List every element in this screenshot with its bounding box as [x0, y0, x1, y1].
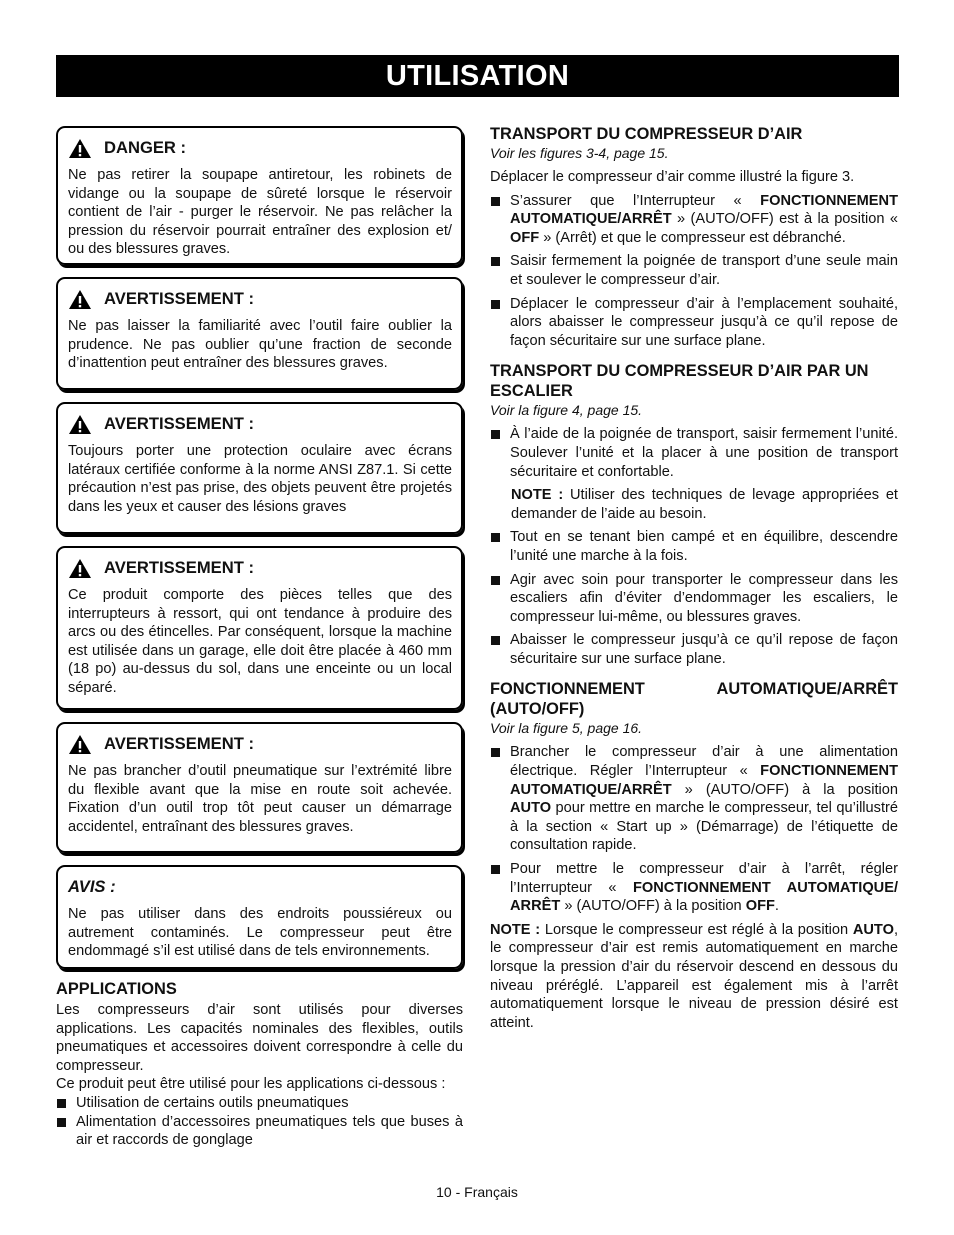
bullet-list	[490, 192, 898, 351]
box-text: Toujours porter une protection oculaire avec écrans latéraux certifiée conforme à la norme ANSI Z87.1. Si cette précaution n’est pas prise, des objets peuvent être projetés dans les yeux et causer des lésions graves	[68, 443, 452, 515]
transport-section	[490, 124, 898, 350]
warning-box-sparks	[56, 546, 463, 710]
figure-reference: Voir les figures 3-4, page 15.	[490, 145, 669, 161]
auto-off-section	[490, 679, 898, 1032]
box-title-text: AVERTISSEMENT :	[104, 413, 254, 433]
section-heading: TRANSPORT DU COMPRESSEUR D’AIR	[490, 125, 803, 143]
bullet-list	[56, 1094, 463, 1150]
bold-text: OFF	[745, 898, 775, 915]
bullet-list	[490, 528, 898, 668]
bullet-list	[490, 425, 898, 481]
right-column	[490, 124, 898, 1032]
figure-reference: Voir la figure 5, page 16.	[490, 720, 643, 737]
note	[490, 486, 898, 523]
paragraph: Les compresseurs d’air sont utilisés pour diverses applications. Les capacités nominales des flexibles, outils pneumatiques et accessoires doivent correspondre à celle du compresseur.	[56, 1002, 463, 1074]
text: Lorsque le compresseur est réglé à la position	[544, 921, 853, 938]
page-footer: 10 - Français	[436, 1184, 518, 1200]
bullet-list	[490, 743, 898, 915]
notice-box	[56, 865, 463, 969]
list-item	[490, 743, 898, 855]
list-item	[490, 192, 898, 248]
note-text: Utiliser des techniques de levage appropriées et demander de l’aide au besoin.	[511, 487, 898, 522]
warning-triangle-icon	[68, 289, 92, 310]
section-heading: TRANSPORT DU COMPRESSEUR D’AIR PAR UN ESCALIER	[490, 362, 869, 401]
text: » (AUTO/OFF) à la position	[671, 781, 898, 798]
box-text: Ne pas retirer la soupape antiretour, les robinets de vidange ou la soupape de sûreté lorsque le réservoir contient de l’air - purger le réservoir. Ne pas relâcher la pression du réservoir pourrait entraîner des explosion et/ ou des blessures graves.	[68, 167, 452, 258]
box-title-text: AVIS :	[68, 876, 116, 896]
box-title	[68, 557, 452, 579]
text: , le compresseur d’air est remis automatiquement en marche lorsque la pression d’air du réservoir descend en dessous du niveau préréglé. L’appareil est également mis à l’arrêt automatiquement lorsque le niveau de pression désiré est atteint.	[490, 921, 898, 1031]
warning-triangle-icon	[68, 138, 92, 159]
text: Brancher le compresseur d’air à une alimentation électrique. Régler l’Interrupteur «	[510, 744, 898, 780]
text: pour mettre en marche le compresseur, tel qu’illustré à la section « Start up » (Démarrage) de l’étiquette de consultation rapide.	[510, 800, 898, 854]
list-item: Alimentation d’accessoires pneumatiques tels que buses à air et raccords de gonglage	[56, 1113, 463, 1150]
danger-box	[56, 126, 463, 265]
section-heading: FONCTIONNEMENT AUTOMATIQUE/ARRÊT (AUTO/OFF)	[490, 680, 898, 719]
bold-text: FONCTIONNEMENT AUTOMATIQUE/ARRÊT	[510, 192, 898, 228]
warning-box-eye-protection	[56, 402, 463, 534]
text: » (AUTO/OFF) à la position	[560, 898, 746, 915]
box-title	[68, 288, 452, 310]
warning-box-pneumatic-tool	[56, 722, 463, 853]
bold-text: AUTO	[510, 800, 552, 817]
list-item: Abaisser le compresseur jusqu’à ce qu’il repose de façon sécuritaire sur une surface plane.	[490, 631, 898, 668]
box-title	[68, 137, 452, 159]
box-title-text: AVERTISSEMENT :	[104, 733, 254, 753]
list-item: À l’aide de la poignée de transport, saisir fermement l’unité. Soulever l’unité et la placer à une position de transport sécuritaire et confortable.	[490, 425, 898, 481]
list-item: Utilisation de certains outils pneumatiques	[56, 1094, 463, 1113]
list-item: Tout en se tenant bien campé et en équilibre, descendre l’unité une marche à la fois.	[490, 528, 898, 565]
box-title-text: AVERTISSEMENT :	[104, 557, 254, 577]
box-text: Ne pas laisser la familiarité avec l’outil faire oublier la prudence. Ne pas oublier qu’une fraction de seconde d’inattention peut entraîner des blessures graves.	[68, 318, 452, 372]
warning-box-familiarity	[56, 277, 463, 390]
list-item: Agir avec soin pour transporter le compresseur dans les escaliers afin d’éviter d’endommager les escaliers, le compresseur lui-même, ou blessures graves.	[490, 571, 898, 627]
bold-text: FONCTIONNEMENT AUTOMATIQUE/ARRÊT	[510, 763, 898, 798]
bold-text: FONCTIONNEMENT AUTOMATIQUE/ ARRÊT	[510, 879, 898, 915]
box-title	[68, 733, 452, 755]
box-title	[68, 876, 452, 898]
text: .	[774, 898, 779, 915]
list-item: Saisir fermement la poignée de transport d’une seule main et soulever le compresseur d’air.	[490, 252, 898, 289]
figure-reference: Voir la figure 4, page 15.	[490, 402, 643, 419]
paragraph: Ce produit peut être utilisé pour les applications ci-dessous :	[56, 1076, 446, 1093]
box-text: Ce produit comporte des pièces telles que des interrupteurs à ressort, qui ont tendance à produire des arcs ou des étincelles. Par conséquent, lorsque la machine est utilisée dans un garage, elle doit être placée à 460 mm (18 po) au-dessus du sol, dans une enceinte ou un local séparé.	[68, 587, 452, 696]
text: » (Arrêt) et que le compresseur est débranché.	[539, 229, 846, 246]
applications-section	[56, 979, 463, 1150]
section-heading: APPLICATIONS	[56, 980, 177, 998]
box-title-text: AVERTISSEMENT :	[104, 288, 254, 308]
text: Pour mettre le compresseur d’air à l’arrêt, régler l’Interrupteur «	[510, 861, 898, 896]
bold-text: AUTO	[852, 921, 894, 938]
left-column	[56, 126, 463, 1150]
box-title	[68, 413, 452, 435]
stairs-section	[490, 361, 898, 668]
text: » (AUTO/OFF) est à la position «	[671, 211, 898, 228]
page-banner: UTILISATION	[56, 55, 899, 97]
box-title-text: DANGER :	[104, 137, 187, 157]
list-item: Déplacer le compresseur d’air à l’emplacement souhaité, alors abaisser le compresseur jusqu’à ce qu’il repose de façon sécuritaire sur une surface plane.	[490, 295, 898, 351]
note	[490, 921, 898, 1033]
note-label: NOTE :	[490, 921, 545, 938]
bold-text: OFF	[510, 229, 540, 246]
box-text: Ne pas utiliser dans des endroits poussiéreux ou autrement contaminés. Le compresseur peut être endommagé s’il est utilisé dans de tels environnements.	[68, 906, 452, 960]
warning-triangle-icon	[68, 734, 92, 755]
note-label: NOTE :	[511, 487, 570, 504]
warning-triangle-icon	[68, 558, 92, 579]
text: S’assurer que l’Interrupteur «	[510, 192, 761, 209]
warning-triangle-icon	[68, 414, 92, 435]
box-text: Ne pas brancher d’outil pneumatique sur l’extrémité libre du flexible avant que la mise en route soit achevée. Fixation d’un outil trop tôt peut causer un démarrage accidentel, entraînant des blessures graves.	[68, 763, 452, 835]
list-item	[490, 860, 898, 916]
paragraph: Déplacer le compresseur d’air comme illustré la figure 3.	[490, 169, 855, 185]
